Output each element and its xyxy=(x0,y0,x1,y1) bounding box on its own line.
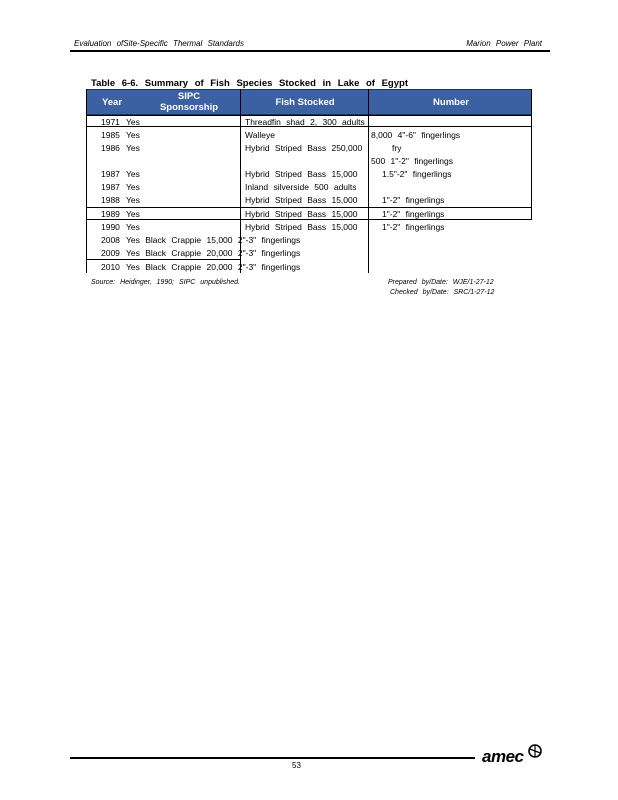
table-cell-year: 1986 xyxy=(101,143,120,153)
amec-logo: amec xyxy=(482,747,524,766)
table-cell-fish: Hybrid Striped Bass 250,000 xyxy=(245,143,363,153)
table-cell-number: 1"-2" fingerlings xyxy=(382,209,445,219)
column-header-sponsorship-line1: SIPC xyxy=(177,91,201,102)
table-row-rule xyxy=(86,219,532,220)
table-cell-number: 1.5"-2" fingerlings xyxy=(382,169,452,179)
table-right-border xyxy=(531,89,532,219)
table-cell-sponsorship: Yes xyxy=(126,209,140,219)
fish-stocking-table xyxy=(86,89,532,273)
checked-by-note: Checked by/Date: SRC/1-27-12 xyxy=(390,289,495,296)
running-header-title: Evaluation ofSite-Specific Thermal Standards xyxy=(74,39,244,48)
table-cell-fish: Hybrid Striped Bass 15,000 xyxy=(245,222,358,232)
table-header-bottom-rule xyxy=(86,115,532,116)
table-row-rule xyxy=(86,259,240,260)
table-cell-year: 1987 xyxy=(101,169,120,179)
table-cell-year: 1971 xyxy=(101,117,120,127)
table-cell-year: 1990 xyxy=(101,222,120,232)
table-cell-sponsorship: Yes xyxy=(126,195,140,205)
column-header-sponsorship xyxy=(137,90,241,114)
page-number: 53 xyxy=(292,761,301,770)
table-cell-fish: Hybrid Striped Bass 15,000 xyxy=(245,195,358,205)
table-source-note: Source: Heidinger, 1990; SIPC unpublished. xyxy=(91,279,240,286)
table-cell-sponsorship: Yes xyxy=(126,117,140,127)
column-header-number: Number xyxy=(433,96,469,108)
table-column-divider xyxy=(368,89,369,273)
table-cell-sponsorship: Yes xyxy=(126,222,140,232)
table-cell-sponsorship: Yes Black Crappie 20,000 2"-3" fingerlings xyxy=(126,248,301,258)
table-caption: Table 6-6. Summary of Fish Species Stocked in Lake of Egypt xyxy=(91,78,408,89)
table-cell-year: 1989 xyxy=(101,209,120,219)
table-cell-sponsorship: Yes Black Crappie 15,000 2"-3" fingerlings xyxy=(126,235,301,245)
table-row-rule xyxy=(86,207,532,208)
table-cell-year: 1988 xyxy=(101,195,120,205)
table-cell-number: 8,000 4"-6" fingerlings xyxy=(371,130,461,140)
footer-rule xyxy=(70,757,475,759)
table-cell-number: 500 1"-2" fingerlings xyxy=(371,156,453,166)
table-cell-fish: Hybrid Striped Bass 15,000 xyxy=(245,209,358,219)
running-header-project: Marion Power Plant xyxy=(466,39,542,48)
header-rule xyxy=(70,50,550,52)
column-header-year: Year xyxy=(101,96,123,108)
prepared-by-note: Prepared by/Date: WJE/1-27-12 xyxy=(388,279,494,286)
table-cell-sponsorship: Yes Black Crappie 20,000 2"-3" fingerlings xyxy=(126,262,301,272)
table-cell-sponsorship: Yes xyxy=(126,143,140,153)
table-cell-fish: Inland silverside 500 adults xyxy=(245,182,357,192)
table-cell-year: 2008 xyxy=(101,235,120,245)
table-cell-number: 1"-2" fingerlings xyxy=(382,195,445,205)
table-cell-fish: Threadfin shad 2, 300 adults xyxy=(245,117,365,127)
table-left-border xyxy=(86,89,87,273)
table-cell-year: 1987 xyxy=(101,182,120,192)
column-header-fish: Fish Stocked xyxy=(275,96,335,108)
table-column-divider xyxy=(240,89,241,273)
table-cell-sponsorship: Yes xyxy=(126,130,140,140)
table-cell-year: 2009 xyxy=(101,248,120,258)
table-cell-number: 1"-2" fingerlings xyxy=(382,222,445,232)
globe-logo-icon xyxy=(527,743,543,759)
table-header-row xyxy=(86,89,532,115)
table-cell-year: 2010 xyxy=(101,262,120,272)
table-cell-sponsorship: Yes xyxy=(126,182,140,192)
table-cell-number: fry xyxy=(392,143,402,153)
table-cell-fish: Walleye xyxy=(245,130,275,140)
table-cell-fish: Hybrid Striped Bass 15,000 xyxy=(245,169,358,179)
table-cell-sponsorship: Yes xyxy=(126,169,140,179)
table-cell-year: 1985 xyxy=(101,130,120,140)
column-header-sponsorship-line2: Sponsorship xyxy=(159,102,219,113)
